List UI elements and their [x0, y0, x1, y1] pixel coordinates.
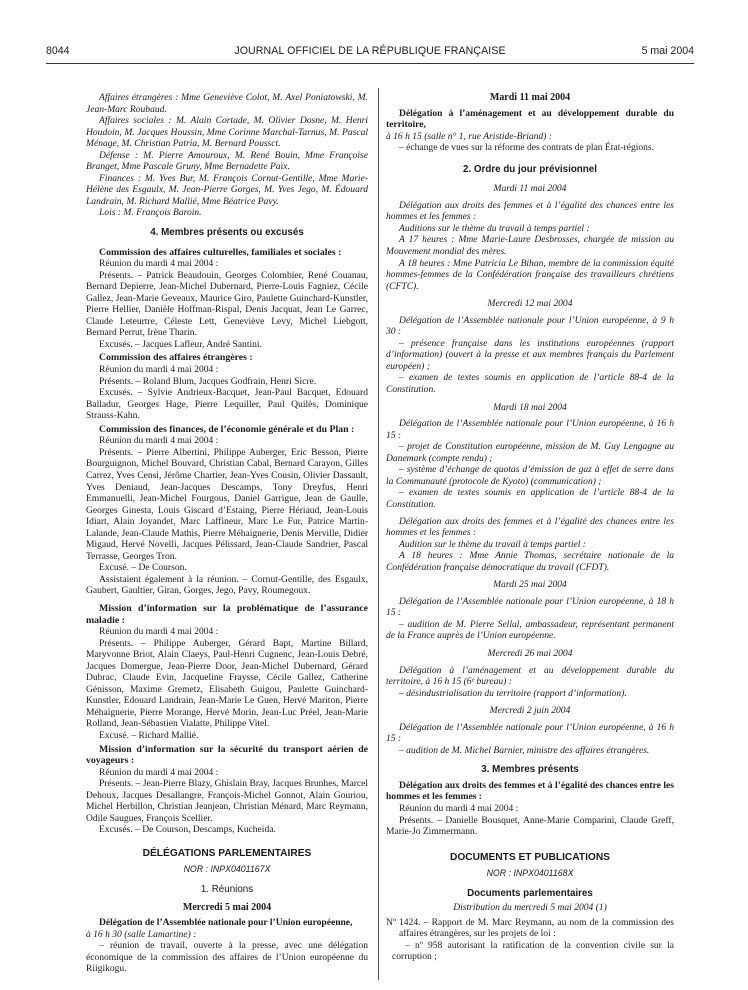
- ue-12-item-2: – examen de textes soumis en application de l’article 88-4 de la Constitution.: [386, 372, 674, 396]
- commission-finances-excuse: Excusé. – De Courson.: [99, 562, 187, 574]
- mission-transport-excuses: Excusés. – De Courson, Descamps, Kucheida.: [99, 824, 276, 836]
- commission-etrangeres-excuses: Excusés. – Sylvie Andrieux-Bacquet, Jean-Paul Bacquet, Edouard Balladur, Georges Hage, Pierre Lequiller, Paul Quilès, Dominique Strauss-Kahn.: [86, 387, 368, 422]
- page-header: [46, 44, 694, 60]
- commission-culturelles-date: Réunion du mardi 4 mai 2004 :: [99, 258, 219, 270]
- mardi-25-mai: Mardi 25 mai 2004: [493, 579, 567, 591]
- journal-title: JOURNAL OFFICIEL DE LA RÉPUBLIQUE FRANÇAISE: [234, 45, 506, 57]
- delegation-ue-2-juin: Délégation de l’Assemblée nationale pour l’Union européenne, à 16 h 15 :: [386, 721, 674, 745]
- reunions-title: 1. Réunions: [200, 884, 254, 895]
- doc-1424-sub: – nº 958 autorisant la ratification de la convention civile sur la corruption ;: [392, 939, 674, 963]
- amenagement-26-item: – désindustrialisation du territoire (rapport d’information).: [399, 687, 627, 699]
- ue-18-item-1: – projet de Constitution européenne, mission de M. Guy Lengagne au Danemark (compte rendu) ;: [386, 441, 674, 464]
- femmes-3-presents: Présents. – Danielle Bousquet, Anne-Marie Comparini, Claude Greff, Marie-Jo Zimmermann.: [386, 814, 674, 838]
- commission-finances-title: Commission des finances, de l’économie générale et du Plan :: [99, 423, 355, 435]
- mercredi-12-mai: Mercredi 12 mai 2004: [487, 298, 573, 310]
- issue-date: 5 mai 2004: [641, 45, 694, 57]
- commission-culturelles-excuses: Excusés. – Jacques Lafleur, André Santini.: [99, 338, 262, 350]
- commission-etrangeres-date: Réunion du mardi 4 mai 2004 :: [99, 364, 219, 376]
- audition-18h-2: A 18 heures : Mme Annie Thomas, secrétaire nationale de la Confédération française démocratique du travail (CFDT).: [386, 550, 674, 573]
- mission-assurance-presents: Présents. – Philippe Auberger, Gérard Bapt, Martine Billard, Maryvonne Briot, Alain Claeys, Paul-Henri Cugnenc, Jean-Louis Debré, Jacques Domergue, Jean-Pierre Door, Jean-Michel Dubernard, Gérard Dubrac, Claude Evin, Jacqueline Fraysse, Cécile Gallez, Catherine Génisson, Maxime Gremetz, Elisabeth Guigou, Paulette Guinchard-Kunstler, Edouard Landrain, Jean-Marie Le Guen, Hervé Mariton, Pierre Méhaignerie, Pierre Morange, Hervé Morin, Jean-Luc Préel, Jean-Marie Rolland, Jean-Sébastien Vialatte, Philippe Vitel.: [86, 637, 368, 730]
- distribution-date: Distribution du mercredi 5 mai 2004 (1): [453, 902, 607, 914]
- commission-finances-presents: Présents. – Pierre Albertini, Philippe Auberger, Eric Besson, Pierre Bourguignon, Michel Bouvard, Christian Cabal, Bernard Carayon, Gilles Carrez, Yves Censi, Jérôme Chartier, Jean-Yves Cousin, Olivier Dassault, Yves Deniaud, Jean-Jacques Descamps, Tony Dreyfus, Henri Emmanuelli, Jean-Michel Fourgous, Daniel Garrigue, Jean de Gaulle, Georges Ginesta, Louis Giscard d’Estaing, Pierre Hériaud, Jean-Louis Idiart, Alain Joyandet, Marc Laffineur, Marc Le Fur, Patrice Martin-Lalande, Jean-Claude Mathis, Pierre Méhaignerie, Denis Merville, Didier Migaud, Hervé Novelli, Jacques Pélissard, Jean-Claude Sandrier, Pascal Terrasse, Georges Tron.: [86, 446, 368, 562]
- delegation-ue-title: Délégation de l’Assemblée nationale pour l’Union européenne,: [99, 917, 353, 929]
- audition-18h: A 18 heures : Mme Patricia Le Bihan, membre de la commission équité hommes-femmes de la Confédération française des travailleurs chrétiens (CFTC).: [386, 257, 674, 292]
- commission-etrangeres-title: Commission des affaires étrangères :: [99, 352, 253, 364]
- commission-finances-assistants: Assistaient également à la réunion. – Cornut-Gentille, des Esgaulx, Gaubert, Gaultier, Giran, Gorges, Jego, Pavy, Roumegoux.: [86, 573, 368, 597]
- delegation-ue-12: Délégation de l’Assemblée nationale pour l’Union européenne, à 9 h 30 :: [386, 314, 674, 338]
- delegation-femmes-1: Délégation aux droits des femmes et à l’égalité des chances entre les hommes et les femmes :: [386, 199, 674, 223]
- mercredi-26-mai: Mercredi 26 mai 2004: [487, 647, 573, 659]
- lois-para: Lois : M. François Baroin.: [99, 207, 202, 219]
- mardi-11-mai-italic: Mardi 11 mai 2004: [493, 183, 567, 195]
- mercredi-2-juin: Mercredi 2 juin 2004: [489, 705, 571, 717]
- commission-etrangeres-presents: Présents. – Roland Blum, Jacques Godfrain, Henri Sicre.: [99, 375, 317, 387]
- header-rule: [46, 63, 694, 64]
- auditions-temps-partiel-2: Audition sur le thème du travail à temps partiel :: [399, 538, 586, 550]
- commission-culturelles-title: Commission des affaires culturelles, familiales et sociales :: [99, 246, 342, 258]
- delegation-amenagement-time: à 16 h 15 (salle n° 1, rue Aristide-Briand) :: [386, 130, 552, 142]
- mission-assurance-date: Réunion du mardi 4 mai 2004 :: [99, 626, 219, 638]
- mercredi-5-mai: Mercredi 5 mai 2004: [182, 901, 272, 913]
- ue-25-item: – audition de M. Pierre Sellal, ambassadeur, représentant permanent de la France auprès de l’Union européenne.: [386, 618, 674, 642]
- ue-12-item-1: – présence française dans les institutions européennes (rapport d’information) (ouvert à la presse et aux membres français du Parlement européen) ;: [386, 337, 674, 372]
- delegation-femmes-2: Délégation aux droits des femmes et à l’égalité des chances entre les hommes et les femmes :: [386, 515, 674, 539]
- defense-para: Défense : M. Pierre Amouroux, M. René Bouin, Mme Françoise Branget, Mme Pascale Gruny, Mme Bernadette Païx.: [86, 149, 368, 173]
- section-3-title: 3. Membres présents: [481, 764, 579, 776]
- ue-18-item-2: – système d’échange de quotas d’émission de gaz à effet de serre dans la Communauté (protocole de Kyoto) (communication) ;: [386, 464, 674, 487]
- mardi-11-mai-heading: Mardi 11 mai 2004: [489, 92, 571, 103]
- delegation-amenagement-item: – échange de vues sur la réforme des contrats de plan État-régions.: [399, 142, 655, 154]
- delegations-title: DÉLÉGATIONS PARLEMENTAIRES: [142, 847, 312, 859]
- commission-culturelles-presents: Présents. – Patrick Beaudouin, Georges Colombier, René Couanau, Bernard Depierre, Jean-Michel Dubernard, Pierre-Louis Fagniez, Cécile Gallez, Jean-Marie Geveaux, Maurice Giro, Paulette Guinchard-Kunstler, Pierre Hellier, Danièle Hoffman-Rispal, Denis Jacquat, Jean Le Garrec, Claude Leteurtre, Céleste Lett, Geneviève Levy, Michel Liebgott, Bernard Perrut, Irène Tharin.: [86, 269, 368, 339]
- ue-18-item-3: – examen de textes soumis en application de l’article 88-4 de la Constitution.: [386, 487, 674, 510]
- commission-finances-date: Réunion du mardi 4 mai 2004 :: [99, 435, 219, 447]
- audition-17h: A 17 heures : Mme Marie-Laure Desbrosses, chargée de mission au Mouvement mondial des mères.: [386, 234, 674, 258]
- page-number: 8044: [46, 45, 70, 57]
- delegation-ue-18: Délégation de l’Assemblée nationale pour l’Union européenne, à 16 h 15 :: [386, 418, 674, 441]
- delegation-femmes-3: Délégation aux droits des femmes et à l’égalité des chances entre les hommes et les femmes :: [386, 779, 674, 803]
- affaires-etrangeres-para: Affaires étrangères : Mme Geneviève Colot, M. Axel Poniatowski, M. Jean-Marc Roubaud.: [86, 92, 368, 115]
- delegation-ue-time: à 16 h 30 (salle Lamartine) :: [86, 928, 197, 940]
- mission-transport-date: Réunion du mardi 4 mai 2004 :: [99, 766, 219, 778]
- delegation-ue-item: – réunion de travail, ouverte à la presse, avec une délégation économique de la commission des affaires de l’Union européenne du Riigikogu.: [86, 940, 368, 975]
- delegation-amenagement-26: Délégation à l’aménagement et au développement durable du territoire, à 16 h 15 (6ᵉ bureau) :: [386, 664, 674, 688]
- mardi-18-mai: Mardi 18 mai 2004: [493, 401, 567, 413]
- right-column: [386, 92, 674, 963]
- column-divider: [378, 88, 379, 980]
- documents-title: DOCUMENTS ET PUBLICATIONS: [450, 851, 610, 863]
- delegation-ue-25: Délégation de l’Assemblée nationale pour l’Union européenne, à 18 h 15 :: [386, 595, 674, 619]
- mission-transport-presents: Présents. – Jean-Pierre Blazy, Ghislain Bray, Jacques Brunhes, Marcel Dehoux, Jacques Desallangre, François-Michel Gonnot, Alain Gouriou, Michel Herbillon, Christian Jeanjean, Christian Ménard, Marc Reymann, Odile Saugues, François Scellier.: [86, 778, 368, 824]
- doc-1424: Nº 1424. – Rapport de M. Marc Reymann, au nom de la commission des affaires étrangères, sur les projets de loi :: [386, 916, 674, 940]
- delegations-nor: NOR : INPX0401167X: [183, 864, 271, 875]
- section-4-title: 4. Membres présents ou excusés: [150, 227, 304, 239]
- mission-assurance-title: Mission d’information sur la problématique de l’assurance maladie :: [86, 602, 368, 626]
- mission-assurance-excuse: Excusé. – Richard Mallié.: [99, 729, 199, 741]
- mission-transport-title: Mission d’information sur la sécurité du transport aérien de voyageurs :: [86, 743, 368, 767]
- finances-para: Finances : M. Yves Bur, M. François Cornut-Gentille, Mme Marie-Hélène des Esgaulx, M. Jean-Pierre Gorges, M. Yves Jego, M. Édouard Landrain, M. Richard Mallié, Mme Béatrice Pavy.: [86, 172, 368, 207]
- ue-2-juin-item: – audition de M. Michel Barnier, ministre des affaires étrangères.: [399, 744, 650, 756]
- documents-nor: NOR : INPX0401168X: [486, 868, 574, 879]
- auditions-temps-partiel-1: Auditions sur le thème du travail à temps partiel :: [399, 222, 590, 234]
- left-column: [86, 92, 368, 975]
- femmes-3-date: Réunion du mardi 4 mai 2004 :: [399, 802, 519, 814]
- section-2-title: 2. Ordre du jour prévisionnel: [463, 163, 597, 175]
- affaires-sociales-para: Affaires sociales : M. Alain Cortade, M. Olivier Dosne, M. Henri Houdoin, M. Jacques Houssin, Mme Corinne Marchal-Tarnus, M. Pascal Ménage, M. Christian Patria, M. Bernard Poussct.: [86, 115, 368, 150]
- documents-parlementaires-title: Documents parlementaires: [467, 887, 593, 899]
- delegation-amenagement-title: Délégation à l’aménagement et au développement durable du territoire,: [386, 107, 674, 131]
